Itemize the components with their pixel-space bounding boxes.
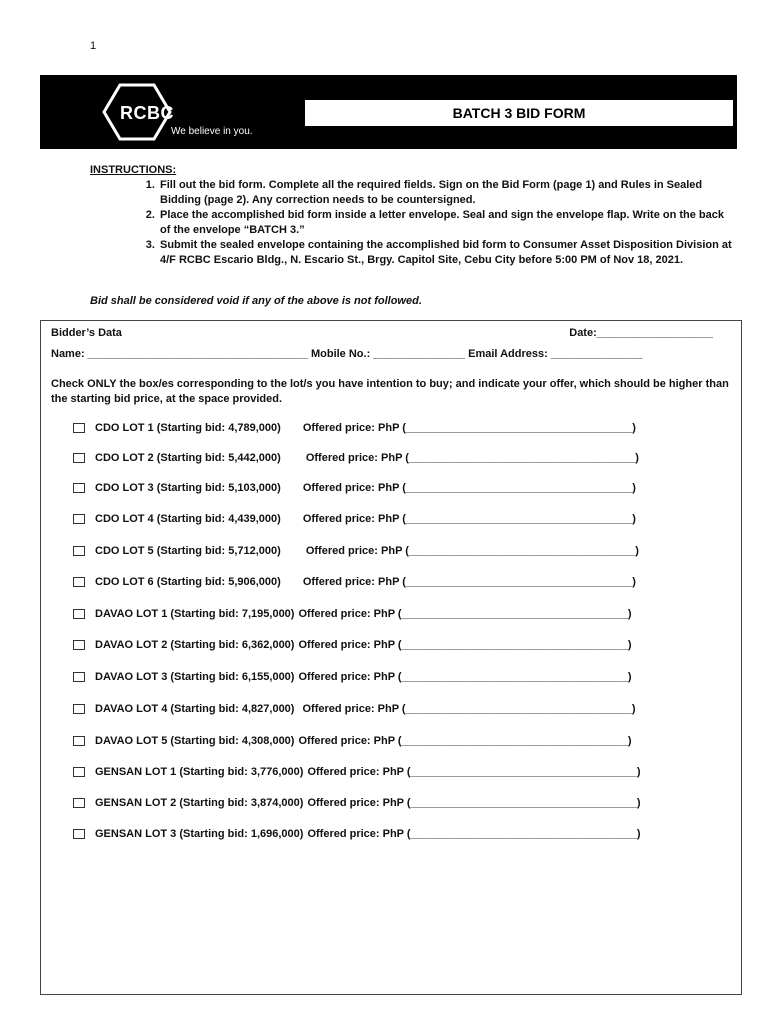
lot-row bbox=[73, 544, 639, 558]
lot-row bbox=[73, 827, 641, 841]
offer-price-field[interactable]: Offered price: PhP (_____________________________________) bbox=[302, 703, 636, 715]
date-field[interactable]: Date:___________________ bbox=[569, 327, 713, 339]
lot-checkbox[interactable] bbox=[73, 798, 85, 808]
lot-checkbox[interactable] bbox=[73, 546, 85, 556]
lot-label: CDO LOT 6 (Starting bid: 5,906,000) bbox=[95, 576, 281, 588]
offer-price-field[interactable]: Offered price: PhP (_____________________________________) bbox=[298, 639, 632, 651]
lot-label: DAVAO LOT 4 (Starting bid: 4,827,000) bbox=[95, 703, 295, 715]
offer-price-field[interactable]: Offered price: PhP (_____________________________________) bbox=[307, 828, 641, 840]
lot-checkbox[interactable] bbox=[73, 514, 85, 524]
lot-label: DAVAO LOT 3 (Starting bid: 6,155,000) bbox=[95, 671, 295, 683]
instruction-item: 1. Fill out the bid form. Complete all the required fields. Sign on the Bid Form (page 1) and Rules in Sealed Bidding (page 2). Any correction needs to be countersigned. bbox=[158, 178, 735, 208]
offer-price-field[interactable]: Offered price: PhP (_____________________________________) bbox=[302, 513, 636, 525]
lot-label: CDO LOT 1 (Starting bid: 4,789,000) bbox=[95, 422, 281, 434]
lot-label: DAVAO LOT 1 (Starting bid: 7,195,000) bbox=[95, 608, 295, 620]
offer-price-field[interactable]: Offered price: PhP (_____________________________________) bbox=[302, 422, 636, 434]
instruction-item: 2. Place the accomplished bid form inside a letter envelope. Seal and sign the envelope flap. Write on the back of the envelope “BATCH 3.” bbox=[158, 208, 735, 238]
offer-price-field[interactable]: Offered price: PhP (_____________________________________) bbox=[305, 452, 639, 464]
lot-label: GENSAN LOT 2 (Starting bid: 3,874,000) bbox=[95, 797, 304, 809]
offer-price-field[interactable]: Offered price: PhP (_____________________________________) bbox=[307, 766, 641, 778]
lot-label: DAVAO LOT 2 (Starting bid: 6,362,000) bbox=[95, 639, 295, 651]
lot-checkbox[interactable] bbox=[73, 423, 85, 433]
logo-tagline: We believe in you. bbox=[171, 126, 253, 137]
header-banner bbox=[40, 75, 737, 149]
lot-checkbox[interactable] bbox=[73, 829, 85, 839]
lot-checkbox[interactable] bbox=[73, 483, 85, 493]
lot-row bbox=[73, 734, 632, 748]
lot-row bbox=[73, 765, 641, 779]
offer-price-field[interactable]: Offered price: PhP (_____________________________________) bbox=[298, 608, 632, 620]
lot-checkbox[interactable] bbox=[73, 704, 85, 714]
lot-label: CDO LOT 5 (Starting bid: 5,712,000) bbox=[95, 545, 281, 557]
instruction-item: 3. Submit the sealed envelope containing the accomplished bid form to Consumer Asset Disposition Division at 4/F RCBC Escario Bldg., N. Escario St., Brgy. Capitol Site, Cebu City before 5:00 PM of Nov 18, 2021. bbox=[158, 238, 735, 268]
instructions-section bbox=[90, 163, 735, 268]
lot-checkbox[interactable] bbox=[73, 767, 85, 777]
lot-row bbox=[73, 638, 632, 652]
lot-checkbox[interactable] bbox=[73, 640, 85, 650]
void-note: Bid shall be considered void if any of the above is not followed. bbox=[90, 295, 422, 307]
instructions-heading: INSTRUCTIONS: bbox=[90, 164, 177, 176]
lot-checkbox[interactable] bbox=[73, 453, 85, 463]
lot-row bbox=[73, 670, 632, 684]
offer-price-field[interactable]: Offered price: PhP (_____________________________________) bbox=[302, 482, 636, 494]
lot-label: CDO LOT 3 (Starting bid: 5,103,000) bbox=[95, 482, 281, 494]
contact-fields-line[interactable]: Name: ____________________________________ Mobile No.: _______________ Email Address: _______________ bbox=[51, 348, 643, 360]
check-instructions: Check ONLY the box/es corresponding to the lot/s you have intention to buy; and indicate your offer, which should be higher than the starting bid price, at the space provided. bbox=[51, 378, 729, 405]
lot-row bbox=[73, 702, 636, 716]
instructions-list bbox=[90, 178, 735, 268]
page-number: 1 bbox=[90, 40, 97, 52]
lot-label: GENSAN LOT 3 (Starting bid: 1,696,000) bbox=[95, 828, 304, 840]
lot-checkbox[interactable] bbox=[73, 736, 85, 746]
lot-row bbox=[73, 796, 641, 810]
lot-row bbox=[73, 575, 636, 589]
offer-price-field[interactable]: Offered price: PhP (_____________________________________) bbox=[305, 545, 639, 557]
lot-row bbox=[73, 607, 632, 621]
lot-row bbox=[73, 451, 639, 465]
lot-row bbox=[73, 512, 636, 526]
lot-row bbox=[73, 481, 636, 495]
lot-label: GENSAN LOT 1 (Starting bid: 3,776,000) bbox=[95, 766, 304, 778]
logo-text: RCBC bbox=[120, 103, 174, 123]
offer-price-field[interactable]: Offered price: PhP (_____________________________________) bbox=[298, 671, 632, 683]
offer-price-field[interactable]: Offered price: PhP (_____________________________________) bbox=[302, 576, 636, 588]
lot-label: CDO LOT 2 (Starting bid: 5,442,000) bbox=[95, 452, 281, 464]
lot-row bbox=[73, 421, 636, 435]
lot-checkbox[interactable] bbox=[73, 609, 85, 619]
offer-price-field[interactable]: Offered price: PhP (_____________________________________) bbox=[307, 797, 641, 809]
bidders-data-label: Bidder’s Data bbox=[51, 327, 122, 339]
lot-checkbox[interactable] bbox=[73, 672, 85, 682]
offer-price-field[interactable]: Offered price: PhP (_____________________________________) bbox=[298, 735, 632, 747]
form-title: BATCH 3 BID FORM bbox=[305, 100, 733, 126]
bid-form-box bbox=[40, 320, 742, 995]
lot-label: CDO LOT 4 (Starting bid: 4,439,000) bbox=[95, 513, 281, 525]
lot-checkbox[interactable] bbox=[73, 577, 85, 587]
lot-label: DAVAO LOT 5 (Starting bid: 4,308,000) bbox=[95, 735, 295, 747]
